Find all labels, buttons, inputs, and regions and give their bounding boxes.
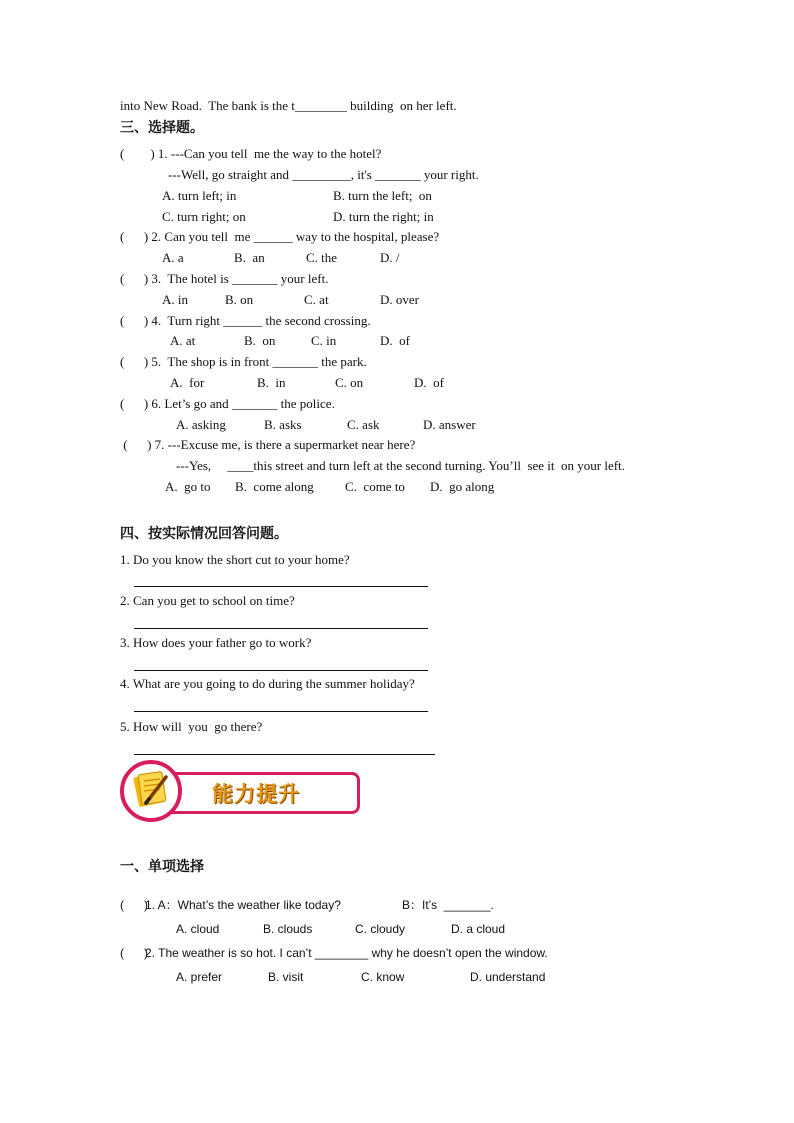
question-stem: ( ) 4. Turn right ______ the second crossing. [120,313,371,328]
answer-question: 2. Can you get to school on time? [120,593,295,608]
answer-line[interactable] [134,670,428,671]
option-d: D. of [380,333,410,348]
question-stem-line2: ---Well, go straight and _________, it's _______ your right. [168,167,479,182]
notebook-pencil-icon [132,769,170,809]
section-banner [120,760,360,820]
option-d: D. understand [470,970,546,984]
option-a: A. in [162,292,188,307]
option-b: B. clouds [263,922,313,936]
option-c: C. cloudy [355,922,406,936]
option-d: D. turn the right; in [333,209,434,224]
option-d: D. answer [423,417,476,432]
option-b: B. an [234,250,265,265]
option-d: D. go along [430,479,495,494]
option-a: A. go to [165,479,211,494]
option-a: A. for [170,375,205,390]
option-b: B. visit [268,970,304,984]
option-c: C. on [335,375,364,390]
answer-question: 4. What are you going to do during the summer holiday? [120,676,415,691]
option-d: D. a cloud [451,922,506,936]
option-c: C. at [304,292,329,307]
option-c: C. come to [345,479,405,494]
question-stem: ( ) 5. The shop is in front _______ the park. [120,354,367,369]
answer-question: 1. Do you know the short cut to your home? [120,552,350,567]
answer-line[interactable] [134,628,428,629]
option-c: C. the [306,250,338,265]
question-stem: 2. The weather is so hot. I can’t ________ why he doesn’t open the window. [145,946,548,960]
question-stem: 1. A：What’s the weather like today? [145,898,341,912]
option-b: B. asks [264,417,302,432]
option-a: A. turn left; in [162,188,237,203]
option-b: B. turn the left; on [333,188,432,203]
section-title-single-choice: 一、单项选择 [120,859,204,875]
answer-question: 5. How will you go there? [120,719,263,734]
option-d: D. / [380,250,400,265]
answer-line[interactable] [134,586,428,587]
answer-line[interactable] [134,711,428,712]
continued-text-line: into New Road. The bank is the t________ building on her left. [120,98,457,113]
option-b: B. in [257,375,286,390]
question-stem-line2: ---Yes, ____this street and turn left at the second turning. You’ll see it on your left. [176,458,625,473]
question-stem: ( ) 1. ---Can you tell me the way to the hotel? [120,146,382,161]
option-a: A. asking [176,417,226,432]
question-stem: ( ) 3. The hotel is _______ your left. [120,271,329,286]
option-b: B. come along [235,479,314,494]
answer-bracket: ( ) [120,946,148,960]
option-a: A. prefer [176,970,223,984]
question-stem: ( ) 7. ---Excuse me, is there a supermarket near here? [120,437,416,452]
option-a: A. a [162,250,184,265]
option-b: B. on [225,292,254,307]
option-d: D. over [380,292,419,307]
section-title-choice: 三、选择题。 [120,120,204,136]
option-c: C. ask [347,417,380,432]
question-stem: ( ) 6. Let’s go and _______ the police. [120,396,335,411]
option-b: B. on [244,333,276,348]
option-c: C. know [361,970,405,984]
answer-bracket: ( ) [120,898,148,912]
section-title-answer: 四、按实际情况回答问题。 [120,526,288,542]
answer-question: 3. How does your father go to work? [120,635,312,650]
option-c: C. in [311,333,337,348]
answer-line[interactable] [134,754,435,755]
option-d: D. of [414,375,444,390]
question-stem: ( ) 2. Can you tell me ______ way to the hospital, please? [120,229,440,244]
option-c: C. turn right; on [162,209,246,224]
option-a: A. cloud [176,922,220,936]
option-a: A. at [170,333,196,348]
banner-title: 能力提升 [212,782,300,806]
question-stem-b: B：It’s _______. [402,898,494,912]
